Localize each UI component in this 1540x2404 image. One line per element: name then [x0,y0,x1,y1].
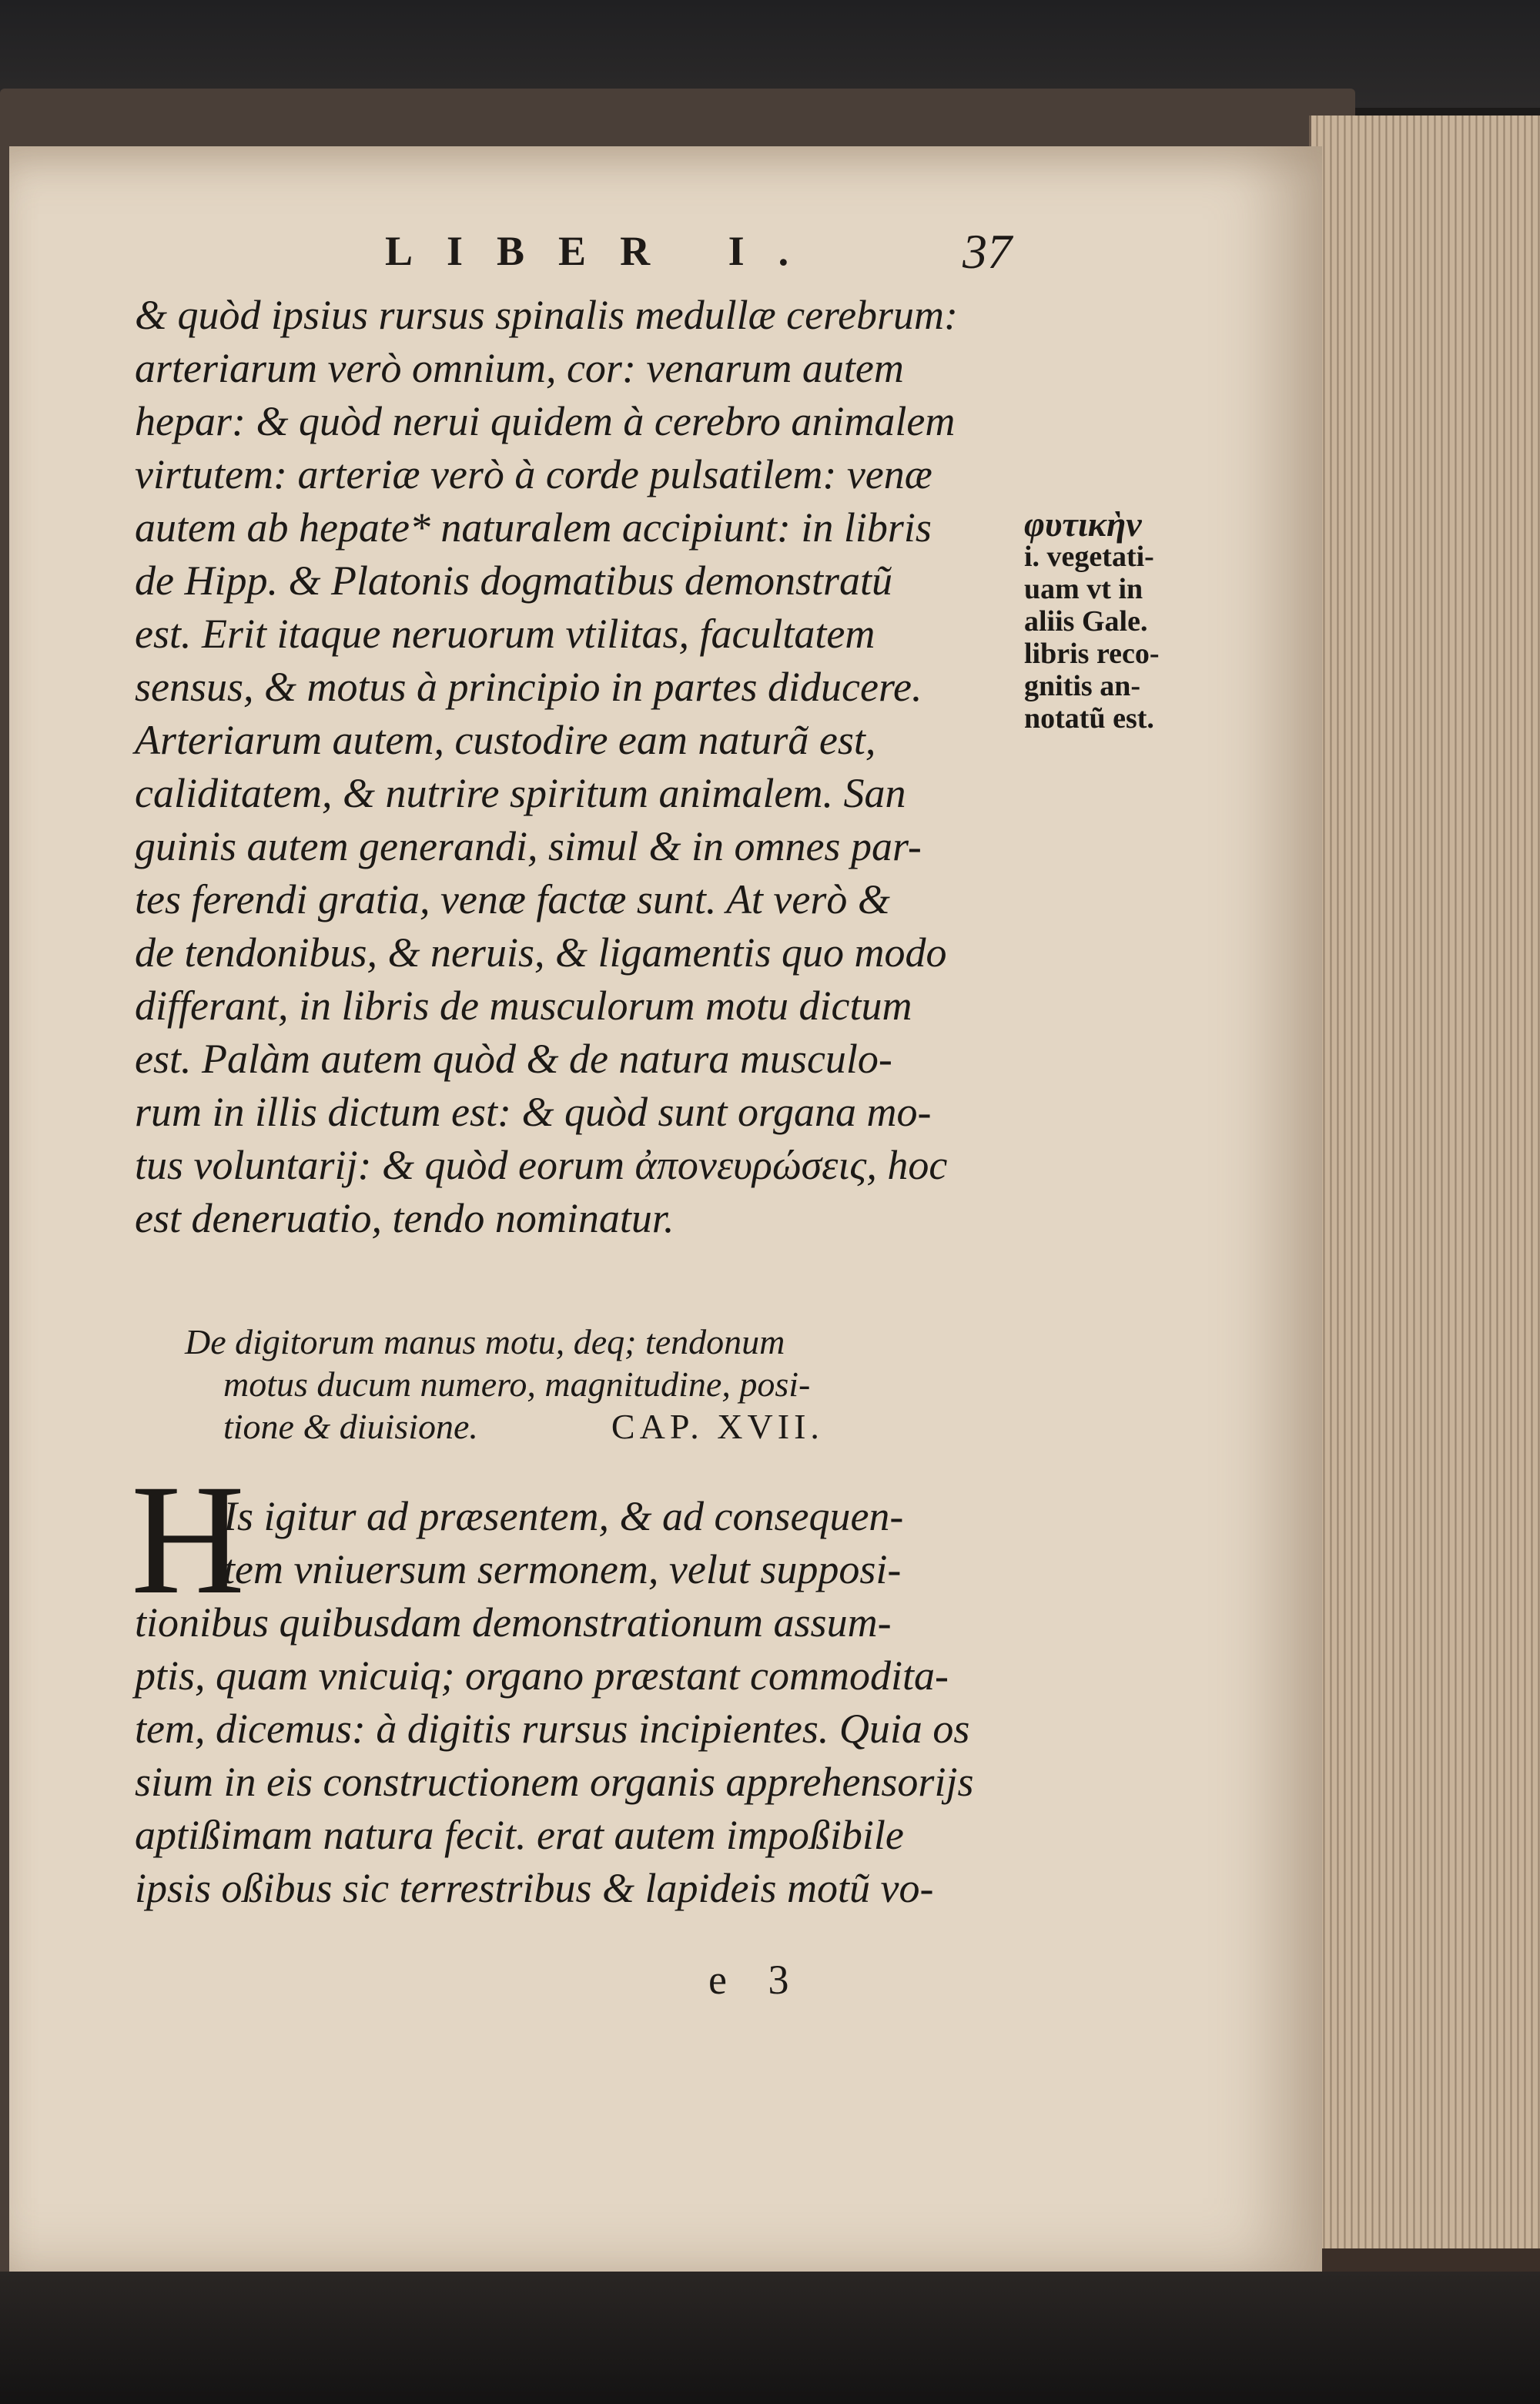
text-line: est deneruatio, tendo nominatur. [135,1195,675,1241]
drop-cap: H [131,1452,246,1627]
text-line: rum in illis dictum est: & quòd sunt organa mo- [135,1089,932,1135]
marginal-line: libris reco- [1024,638,1160,670]
text-line: tem, dicemus: à digitis rursus incipientes. Quia os [135,1706,970,1752]
page-number: 37 [962,224,1012,279]
text-line: virtutem: arteriæ verò à corde pulsatilem: venæ [135,451,932,497]
text-line: & quòd ipsius rursus spinalis medullæ cerebrum: [135,292,959,338]
text-line: arteriarum verò omnium, cor: venarum autem [135,345,904,391]
text-line: tes ferendi gratia, venæ factæ sunt. At verò & [135,876,890,922]
chapter-number: CAP. XVII. [611,1407,824,1446]
text-line: ipsis oßibus sic terrestribus & lapideis motũ vo- [135,1865,934,1911]
text-line: hepar: & quòd nerui quidem à cerebro animalem [135,398,956,444]
text-line: est. Palàm autem quòd & de natura musculo- [135,1036,892,1082]
marginal-line: gnitis an- [1024,670,1140,702]
text-line: tus voluntarij: & quòd eorum ἀπονευρώσεις, hoc [135,1142,948,1188]
marginal-line: notatũ est. [1024,702,1154,735]
marginal-greek: φυτικὴν [1024,504,1142,544]
signature-mark: e 3 [708,1957,805,2003]
chapter-heading-line: tione & diuisione. [223,1407,478,1446]
chapter-heading-line: motus ducum numero, magnitudine, posi- [223,1364,811,1404]
chapter-heading-last [185,1405,824,1448]
text-line: tionibus quibusdam demonstrationum assum- [135,1599,892,1646]
text-line: est. Erit itaque neruorum vtilitas, facultatem [135,611,875,657]
text-line: ptis, quam vnicuiq; organo præstant commodita- [135,1652,949,1699]
background-bottom [0,2272,1540,2404]
marginal-line: i. vegetati- [1024,541,1154,573]
text-line: caliditatem, & nutrire spiritum animalem. San [135,770,906,816]
chapter-heading [185,1321,824,1448]
marginal-line: aliis Gale. [1024,605,1148,638]
text-line: Is igitur ad præsentem, & ad consequen- [223,1493,904,1539]
text-line: tem vniuersum sermonem, velut supposi- [223,1546,902,1592]
text-line: guinis autem generandi, simul & in omnes par- [135,823,922,869]
text-line: de Hipp. & Platonis dogmatibus demonstratũ [135,557,892,604]
text-line: differant, in libris de musculorum motu dictum [135,983,912,1029]
text-line: sensus, & motus à principio in partes diducere. [135,664,922,710]
running-title: LIBER I. [385,228,823,274]
text-line: de tendonibus, & neruis, & ligamentis quo modo [135,929,947,976]
marginal-note [1024,504,1160,735]
marginal-line: uam vt in [1024,573,1143,605]
chapter-heading-line: De digitorum manus motu, deq; tendonum [185,1322,785,1361]
text-line: Arteriarum autem, custodire eam naturã est, [135,717,876,763]
page-edges [1309,116,1540,2256]
text-line: sium in eis constructionem organis apprehensorijs [135,1759,974,1805]
text-line: aptißimam natura fecit. erat autem impoßibile [135,1812,904,1858]
body-text-bottom [135,1490,1036,1915]
text-line: autem ab hepate* naturalem accipiunt: in libris [135,504,932,551]
body-text-top [135,289,1036,1245]
